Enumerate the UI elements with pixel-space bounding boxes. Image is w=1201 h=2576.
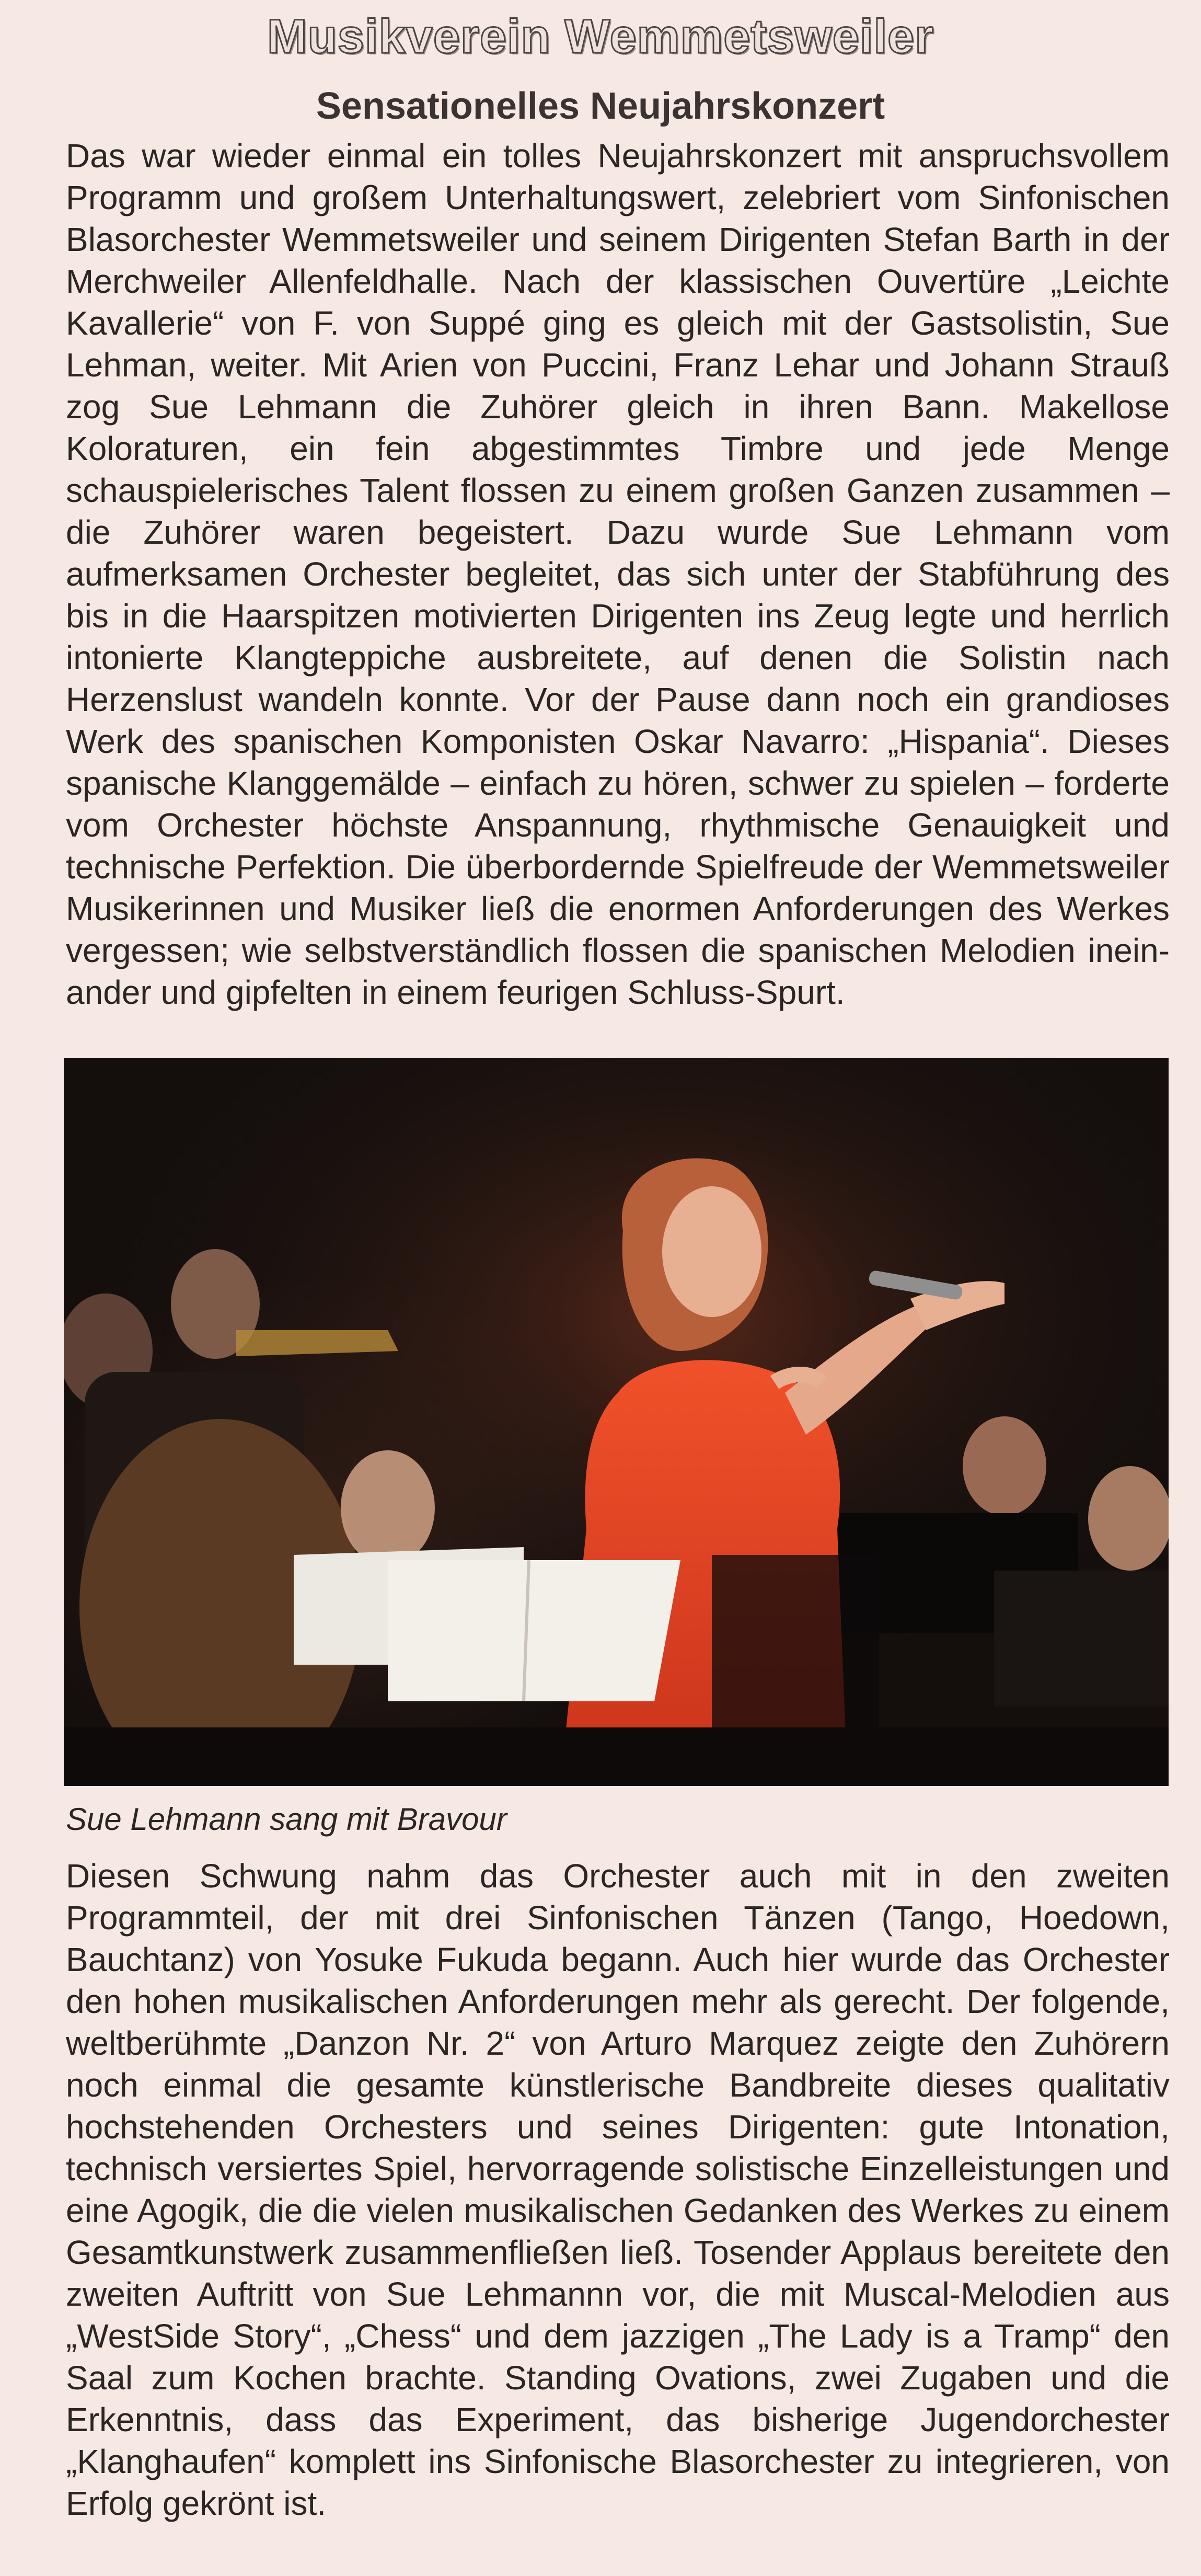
club-name-header: Musikverein Wemmetsweiler <box>267 10 934 63</box>
article-paragraph-2: Diesen Schwung nahm das Orchester auch mit in den zweiten Programmteil, der mit drei Sinfonischen Tänzen (Tango, Hoedown, Bauchtanz) von Yosuke Fukuda begann. Auch hier wurde das Orchester den hohen musikalischen Anforderungen mehr als gerecht. Der folgende, weltberühmte „Danzon Nr. 2“ von Arturo Marquez zeigte den Zuhörern noch einmal die gesamte künstlerische Bandbreite dieses qualitativ hochstehenden Orchesters und seines Dirigenten: gute Intonation, technisch versiertes Spiel, hervorragende solistische Einzelleistungen und eine Agogik, die die vielen musikalischen Gedanken des Werkes zu einem Gesamtkunstwerk zusammenfließen ließ. Tosender Applaus bereitete den zweiten Auftritt von Sue Lehmannn vor, die mit Muscal-Melodien aus „WestSide Story“, „Chess“ und dem jazzigen „The Lady is a Tramp“ den Saal zum Kochen brachte. Standing Ovations, zwei Zugaben und die Erkenntnis, dass das Experiment, das bisherige Jugendorchester „Klanghaufen“ komplett ins Sinfonische Blasorchester zu integrieren, von Erfolg gekrönt ist. <box>66 1857 1170 2522</box>
photo-caption: Sue Lehmann sang mit Bravour <box>66 1802 507 1837</box>
article-paragraph-1: Das war wieder einmal ein tolles Neujahrskonzert mit anspruchsvollem Programm und großem Unterhaltungswert, zelebriert vom Sinfonischen Blasorchester Wemmetsweiler und seinem Dirigenten Stefan Barth in der Merchweiler Allenfeldhalle. Nach der klassischen Ouvertüre „Leichte Kavallerie“ von F. von Suppé ging es gleich mit der Gastsolistin, Sue Lehman, weiter. Mit Arien von Puccini, Franz Lehar und Johann Strauß zog Sue Lehmann die Zuhörer gleich in ihren Bann. Makellose Koloraturen, ein fein abgestimmtes Timbre und jede Menge schauspielerisches Talent flossen zu einem großen Ganzen zusammen – die Zuhörer waren begeistert. Dazu wurde Sue Lehmann vom aufmerksamen Orchester begleitet, das sich unter der Stabführung des bis in die Haarspitzen motivierten Dirigenten ins Zeug legte und herrlich intonierte Klangteppiche ausbreitete, auf denen die Solistin nach Herzenslust wandeln konnte. Vor der Pause dann noch ein grandioses Werk des spanischen Komponisten Oskar Navarro: „Hispania“. Dieses spanische Klanggemälde – einfach zu hören, schwer zu spielen – forderte vom Orchester höchste Anspannung, rhythmische Genauigkeit und technische Perfektion. Die überbordernde Spielfreude der Wemmetsweiler Musikerinnen und Musiker ließ die enormen Anforderungen des Werkes vergessen; wie selbstverständlich flossen die spanischen Melodien ineinander und gipfelten in einem feurigen Schluss-Spurt. <box>66 137 1170 1011</box>
article-title: Sensationelles Neujahrskonzert <box>316 85 885 127</box>
concert-photo-illustration <box>64 1058 1169 1786</box>
concert-photo <box>64 1058 1169 1786</box>
